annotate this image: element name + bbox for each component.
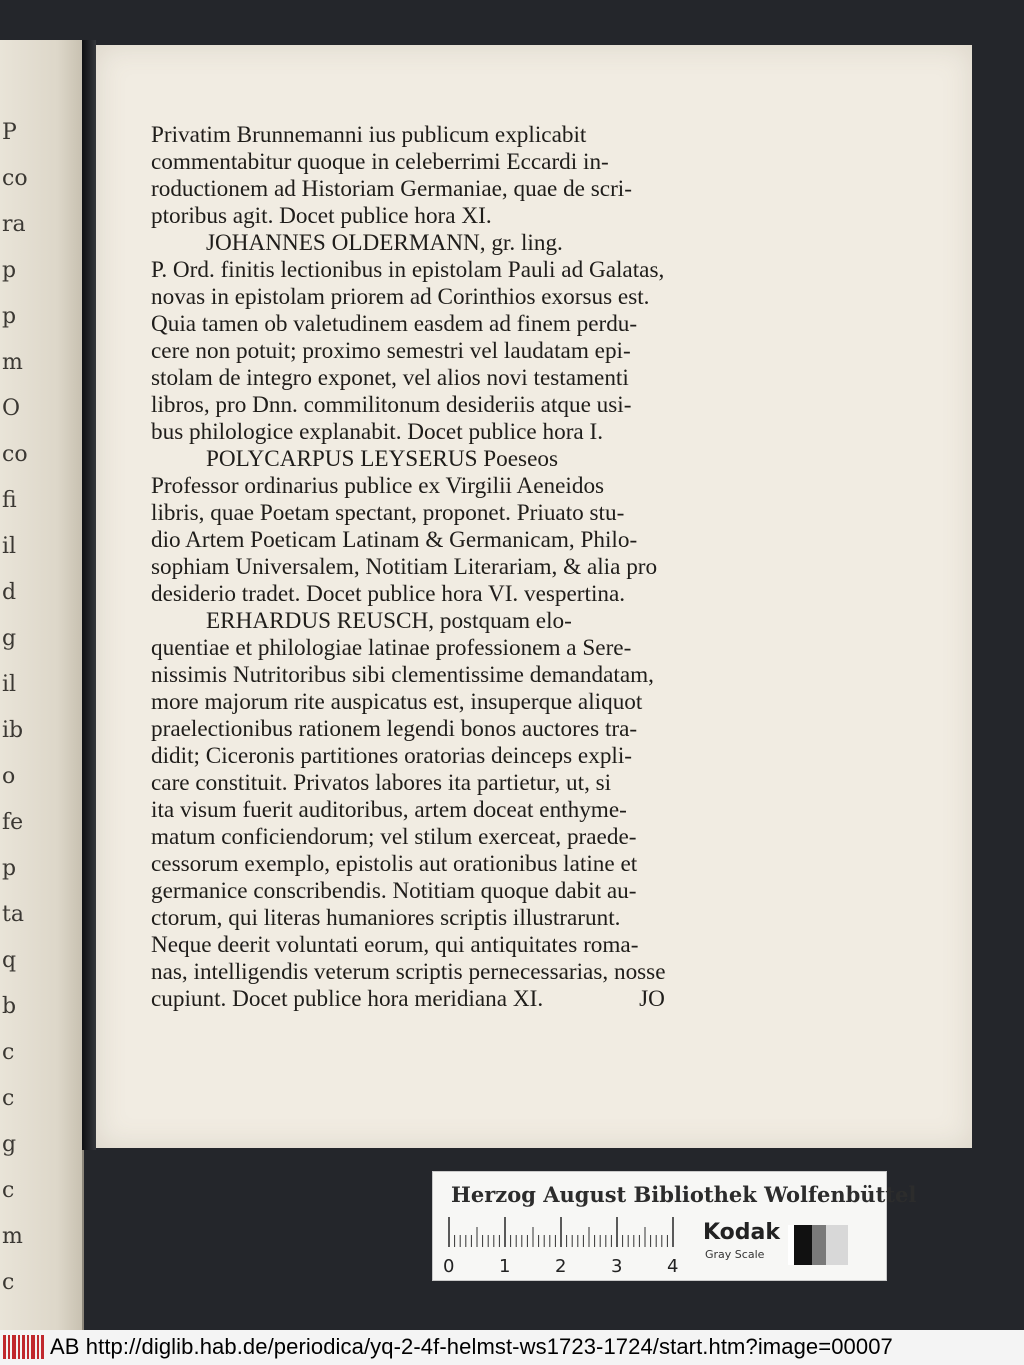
scale-card-title: Herzog August Bibliothek Wolfenbüttel [451, 1182, 917, 1207]
text-line: sophiam Universalem, Notitiam Literariam, & alia pro [151, 554, 658, 580]
adjacent-page-fragment: c [2, 1178, 15, 1203]
ruler-number: 4 [667, 1256, 679, 1277]
text-line: bus philologice explanabit. Docet publice hora I. [151, 419, 604, 445]
adjacent-page-fragment: p [2, 304, 17, 329]
adjacent-page-fragment: c [2, 1086, 15, 1111]
text-line: libris, quae Poetam spectant, proponet. Priuato stu- [151, 500, 625, 526]
adjacent-page-fragment: co [2, 166, 28, 191]
text-line: more majorum rite auspicatus est, insuperque aliquot [151, 689, 643, 715]
text-line: ctorum, qui literas humaniores scriptis illustrarunt. [151, 905, 621, 931]
ruler-ticks [447, 1217, 677, 1247]
text-line: dio Artem Poeticam Latinam & Germanicam, Philo- [151, 527, 638, 553]
adjacent-page-fragment: o [2, 764, 16, 789]
text-line: cessorum exemplo, epistolis aut orationibus latine et [151, 851, 638, 877]
text-line: care constituit. Privatos labores ita partietur, ut, si [151, 770, 612, 796]
text-line: novas in epistolam priorem ad Corinthios exorsus est. [151, 284, 650, 310]
adjacent-page-fragment: p [2, 856, 17, 881]
gray-scale-label: Gray Scale [705, 1248, 765, 1261]
adjacent-page-fragment: g [2, 1132, 17, 1157]
ruler-number: 3 [611, 1256, 623, 1277]
page-text [151, 122, 761, 1013]
text-line: Neque deerit voluntati eorum, qui antiquitates roma- [151, 932, 639, 958]
text-line: roductionem ad Historiam Germaniae, quae de scri- [151, 176, 632, 202]
gray-patch [812, 1225, 826, 1265]
last-line-text: cupiunt. Docet publice hora meridiana XI. [151, 986, 544, 1012]
adjacent-page-fragment: il [2, 534, 17, 559]
text-line-last [151, 986, 761, 1013]
source-url-bar [0, 1330, 1024, 1365]
text-line: libros, pro Dnn. commilitonum desideriis atque usi- [151, 392, 632, 418]
book-gutter [82, 40, 96, 1150]
adjacent-page-edge [0, 40, 84, 1345]
text-line: Professor ordinarius publice ex Virgilii Aeneidos [151, 473, 605, 499]
kodak-logo-text: Kodak [703, 1220, 780, 1245]
source-url[interactable] [50, 1334, 893, 1360]
text-line: desiderio tradet. Docet publice hora VI. vespertina. [151, 581, 626, 607]
adjacent-page-fragment: c [2, 1040, 15, 1065]
text-line: Privatim Brunnemanni ius publicum explicabit [151, 122, 587, 148]
adjacent-page-fragment: m [2, 350, 23, 375]
adjacent-page-fragment: d [2, 580, 17, 605]
color-scale-card [433, 1172, 917, 1280]
adjacent-page-fragment: ib [2, 718, 24, 743]
text-line: POLYCARPUS LEYSERUS Poeseos [206, 446, 558, 472]
ruler-number: 2 [555, 1256, 567, 1277]
adjacent-page-fragment: p [2, 258, 17, 283]
text-line: commentabitur quoque in celeberrimi Eccardi in- [151, 149, 609, 175]
adjacent-page-fragment: m [2, 1224, 23, 1249]
text-line: matum conficiendorum; vel stilum exerceat, praede- [151, 824, 637, 850]
text-line: Quia tamen ob valetudinem easdem ad finem perdu- [151, 311, 638, 337]
document-page [96, 45, 972, 1148]
adjacent-page-fragment: O [2, 396, 21, 421]
text-line: stolam de integro exponet, vel alios novi testamenti [151, 365, 629, 391]
text-line: ERHARDUS REUSCH, postquam elo- [206, 608, 572, 634]
text-line: nissimis Nutritoribus sibi clementissime demandatam, [151, 662, 654, 688]
adjacent-page-fragment: c [2, 1270, 15, 1295]
adjacent-page-fragment: ra [2, 212, 26, 237]
adjacent-page-fragment: co [2, 442, 28, 467]
text-line: praelectionibus rationem legendi bonos auctores tra- [151, 716, 638, 742]
text-line: didit; Ciceronis partitiones oratorias deinceps expli- [151, 743, 633, 769]
text-line: quentiae et philologiae latinae professionem a Sere- [151, 635, 632, 661]
adjacent-page-fragment: ta [2, 902, 24, 927]
ruler-number: 0 [443, 1256, 455, 1277]
gray-patches [788, 1225, 848, 1265]
gray-patch [794, 1225, 812, 1265]
url-link[interactable]: http://diglib.hab.de/periodica/yq-2-4f-helmst-ws1723-1724/start.htm?image=00007 [85, 1334, 893, 1359]
catchword: JO [639, 986, 665, 1012]
text-line: P. Ord. finitis lectionibus in epistolam Pauli ad Galatas, [151, 257, 665, 283]
adjacent-page-fragment: fe [2, 810, 24, 835]
text-line: JOHANNES OLDERMANN, gr. ling. [206, 230, 563, 256]
adjacent-page-fragment: fi [2, 488, 17, 513]
text-line: ptoribus agit. Docet publice hora XI. [151, 203, 492, 229]
ruler-number: 1 [499, 1256, 511, 1277]
text-line: ita visum fuerit auditoribus, artem doceat enthyme- [151, 797, 627, 823]
adjacent-page-fragment: b [2, 994, 17, 1019]
adjacent-page-fragment: P [2, 120, 17, 145]
adjacent-page-fragment: il [2, 672, 17, 697]
text-line: cere non potuit; proximo semestri vel laudatam epi- [151, 338, 631, 364]
gray-patch [826, 1225, 848, 1265]
text-line: germanice conscribendis. Notitiam quoque dabit au- [151, 878, 637, 904]
text-line: nas, intelligendis veterum scriptis pernecessarias, nosse [151, 959, 666, 985]
adjacent-page-fragment: q [2, 948, 17, 973]
url-prefix: AB [50, 1334, 80, 1359]
adjacent-page-fragment: g [2, 626, 17, 651]
barcode-icon [2, 1333, 48, 1361]
